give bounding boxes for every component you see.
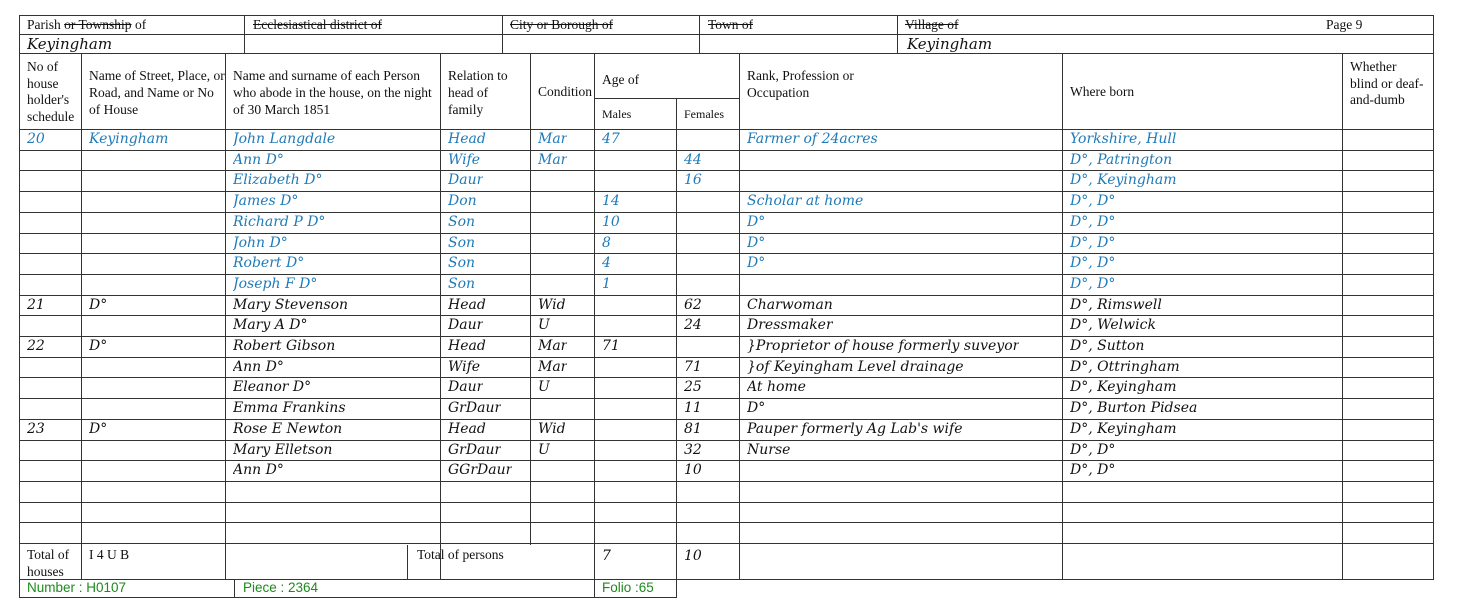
footer-piece: Piece : 2364 <box>243 580 319 595</box>
grid-vline <box>19 579 20 597</box>
cell-schedule: 20 <box>27 131 45 147</box>
cell-name: Mary Stevenson <box>233 297 349 313</box>
cell-relation: Head <box>448 421 486 437</box>
cell-name: Robert Gibson <box>233 338 336 354</box>
grid-footer-bottom <box>19 597 677 598</box>
cell-name: Elizabeth D° <box>233 172 323 188</box>
grid-vline <box>234 579 235 597</box>
grid-vline <box>407 545 408 580</box>
cell-street: D° <box>89 297 108 313</box>
grid-vline <box>440 53 441 580</box>
cell-male-age: 1 <box>602 276 611 292</box>
grid-vline <box>1342 53 1343 580</box>
cell-where-born: D°, Sutton <box>1070 338 1145 354</box>
grid-vline <box>244 15 245 53</box>
cell-where-born: D°, Burton Pidsea <box>1070 400 1198 416</box>
cell-condition: U <box>538 442 550 458</box>
parish-label-struck: or Township <box>64 17 132 32</box>
parish-label-suffix: of <box>134 17 147 32</box>
parish-label-prefix: Parish <box>27 17 61 32</box>
cell-occupation: At home <box>747 379 806 395</box>
col-header-relation: Relation to head of family <box>448 68 508 117</box>
cell-male-age: 10 <box>602 214 620 230</box>
cell-name: Richard P D° <box>233 214 326 230</box>
grid-hline <box>19 53 1434 54</box>
grid-hline <box>19 274 1434 275</box>
cell-condition: U <box>538 379 550 395</box>
cell-name: Rose E Newton <box>233 421 343 437</box>
grid-hline <box>19 150 1434 151</box>
city-borough-label: City or Borough of <box>510 17 614 32</box>
ecclesiastical-district-label: Ecclesiastical district of <box>253 17 382 32</box>
cell-name: Eleanor D° <box>233 379 312 395</box>
cell-name: John D° <box>233 235 288 251</box>
cell-occupation: Farmer of 24acres <box>747 131 878 147</box>
grid-hline <box>19 440 1434 441</box>
cell-name: Ann D° <box>233 462 284 478</box>
grid-hline <box>19 253 1434 254</box>
cell-occupation: Nurse <box>747 442 791 458</box>
cell-where-born: D°, Rimswell <box>1070 297 1162 313</box>
cell-female-age: 10 <box>684 462 702 478</box>
grid-vline <box>81 53 82 580</box>
grid-hline <box>19 212 1434 213</box>
cell-name: Robert D° <box>233 255 305 271</box>
total-males: 7 <box>602 548 611 564</box>
cell-relation: Head <box>448 297 486 313</box>
cell-occupation: }Proprietor of house formerly suveyor <box>747 338 1020 354</box>
cell-where-born: D°, Welwick <box>1070 317 1156 333</box>
cell-occupation: Scholar at home <box>747 193 864 209</box>
cell-relation: Son <box>448 255 476 271</box>
col-header-females: Females <box>684 107 724 121</box>
cell-name: John Langdale <box>233 131 336 147</box>
page-number: Page 9 <box>1326 17 1363 32</box>
cell-relation: Head <box>448 131 486 147</box>
grid-vline <box>1433 15 1434 53</box>
cell-name: Ann D° <box>233 359 284 375</box>
grid-top-border <box>19 15 1434 16</box>
cell-relation: Son <box>448 235 476 251</box>
cell-male-age: 14 <box>602 193 620 209</box>
parish-label <box>27 17 146 33</box>
grid-vline <box>676 98 677 580</box>
village-value: Keyingham <box>907 35 993 53</box>
cell-schedule: 23 <box>27 421 45 437</box>
cell-male-age: 47 <box>602 131 620 147</box>
cell-where-born: D°, Keyingham <box>1070 421 1177 437</box>
cell-condition: Wid <box>538 421 566 437</box>
cell-condition: Mar <box>538 131 568 147</box>
cell-male-age: 8 <box>602 235 611 251</box>
cell-where-born: D°, Keyingham <box>1070 172 1177 188</box>
cell-condition: U <box>538 317 550 333</box>
cell-female-age: 81 <box>684 421 702 437</box>
cell-where-born: Yorkshire, Hull <box>1070 131 1177 147</box>
col-header-where-born: Where born <box>1070 84 1135 99</box>
cell-female-age: 71 <box>684 359 702 375</box>
cell-where-born: D°, D° <box>1070 235 1116 251</box>
cell-where-born: D°, Patrington <box>1070 152 1173 168</box>
cell-female-age: 24 <box>684 317 702 333</box>
grid-vline <box>19 15 20 53</box>
cell-occupation: }of Keyingham Level drainage <box>747 359 964 375</box>
cell-relation: Son <box>448 214 476 230</box>
cell-name: Ann D° <box>233 152 284 168</box>
cell-occupation: D° <box>747 400 766 416</box>
total-houses-value: I 4 U B <box>89 547 130 562</box>
cell-where-born: D°, Ottringham <box>1070 359 1180 375</box>
cell-name: James D° <box>233 193 299 209</box>
grid-vline <box>594 579 595 597</box>
cell-where-born: D°, D° <box>1070 193 1116 209</box>
col-header-condition: Condition <box>538 84 593 99</box>
grid-vline <box>530 53 531 98</box>
grid-hline <box>19 170 1434 171</box>
cell-occupation: Charwoman <box>747 297 833 313</box>
cell-relation: Wife <box>448 152 481 168</box>
cell-female-age: 11 <box>684 400 702 416</box>
grid-vline <box>530 53 531 545</box>
cell-female-age: 25 <box>684 379 702 395</box>
cell-condition: Mar <box>538 152 568 168</box>
grid-hline <box>19 357 1434 358</box>
grid-hline <box>19 502 1434 503</box>
cell-street: D° <box>89 338 108 354</box>
cell-schedule: 22 <box>27 338 45 354</box>
cell-occupation: D° <box>747 255 766 271</box>
grid-vline <box>19 53 20 580</box>
cell-occupation: D° <box>747 235 766 251</box>
cell-name: Mary Elletson <box>233 442 333 458</box>
total-females: 10 <box>684 548 702 564</box>
cell-male-age: 4 <box>602 255 611 271</box>
cell-schedule: 21 <box>27 297 45 313</box>
cell-name: Mary A D° <box>233 317 308 333</box>
col-header-males: Males <box>602 107 632 121</box>
grid-hline <box>19 398 1434 399</box>
grid-hline <box>19 233 1434 234</box>
grid-vline <box>594 53 595 580</box>
grid-hline <box>19 295 1434 296</box>
cell-where-born: D°, D° <box>1070 442 1116 458</box>
col-header-occupation: Rank, Profession or Occupation <box>747 68 854 100</box>
col-header-schedule: No of house holder's schedule <box>27 59 75 124</box>
col-header-name: Name and surname of each Person who abode in the house, on the night of 30 March 1851 <box>233 68 432 117</box>
cell-where-born: D°, D° <box>1070 255 1116 271</box>
cell-relation: GGrDaur <box>448 462 513 478</box>
cell-condition: Mar <box>538 359 568 375</box>
cell-where-born: D°, Keyingham <box>1070 379 1177 395</box>
grid-hline <box>19 191 1434 192</box>
cell-relation: GrDaur <box>448 442 502 458</box>
col-header-street: Name of Street, Place, or Road, and Name or No of House <box>89 68 225 117</box>
cell-occupation: D° <box>747 214 766 230</box>
cell-street: Keyingham <box>89 131 169 147</box>
village-label: Village of <box>905 17 959 32</box>
grid-vline <box>1433 53 1434 580</box>
grid-vline <box>699 15 700 53</box>
cell-relation: Daur <box>448 172 484 188</box>
grid-hline <box>19 460 1434 461</box>
cell-relation: Don <box>448 193 477 209</box>
grid-hline <box>19 543 1434 544</box>
cell-where-born: D°, D° <box>1070 214 1116 230</box>
cell-name: Emma Frankins <box>233 400 346 416</box>
cell-where-born: D°, D° <box>1070 276 1116 292</box>
cell-occupation: Dressmaker <box>747 317 833 333</box>
cell-female-age: 44 <box>684 152 702 168</box>
grid-vline <box>676 579 677 597</box>
cell-male-age: 71 <box>602 338 620 354</box>
footer-number: Number : H0107 <box>27 580 127 595</box>
cell-street: D° <box>89 421 108 437</box>
grid-hline <box>19 336 1434 337</box>
cell-relation: Son <box>448 276 476 292</box>
grid-hline <box>19 315 1434 316</box>
town-label: Town of <box>708 17 754 32</box>
col-header-blind: Whether blind or deaf-and-dumb <box>1350 59 1424 107</box>
grid-vline <box>739 53 740 580</box>
cell-relation: Daur <box>448 317 484 333</box>
cell-condition: Wid <box>538 297 566 313</box>
col-header-age-of: Age of <box>602 72 640 87</box>
grid-vline <box>1062 53 1063 580</box>
total-persons-label: Total of persons <box>417 547 504 562</box>
footer-folio: Folio :65 <box>602 580 654 595</box>
grid-totals-bottom <box>19 579 1434 580</box>
cell-condition: Mar <box>538 338 568 354</box>
cell-name: Joseph F D° <box>233 276 318 292</box>
cell-female-age: 62 <box>684 297 702 313</box>
grid-vline <box>225 53 226 580</box>
cell-female-age: 32 <box>684 442 702 458</box>
total-houses-label: Total of houses <box>27 547 70 579</box>
grid-hline <box>19 481 1434 482</box>
cell-relation: Daur <box>448 379 484 395</box>
grid-header-bottom <box>19 129 1434 130</box>
cell-relation: Head <box>448 338 486 354</box>
grid-age-divider <box>594 98 740 99</box>
grid-vline <box>502 15 503 53</box>
grid-vline <box>897 15 898 53</box>
cell-relation: Wife <box>448 359 481 375</box>
cell-female-age: 16 <box>684 172 702 188</box>
grid-hline <box>19 419 1434 420</box>
grid-hline <box>19 377 1434 378</box>
cell-occupation: Pauper formerly Ag Lab's wife <box>747 421 963 437</box>
grid-hline <box>19 522 1434 523</box>
cell-relation: GrDaur <box>448 400 502 416</box>
grid-hline <box>19 34 1434 35</box>
cell-where-born: D°, D° <box>1070 462 1116 478</box>
parish-value: Keyingham <box>27 35 113 53</box>
